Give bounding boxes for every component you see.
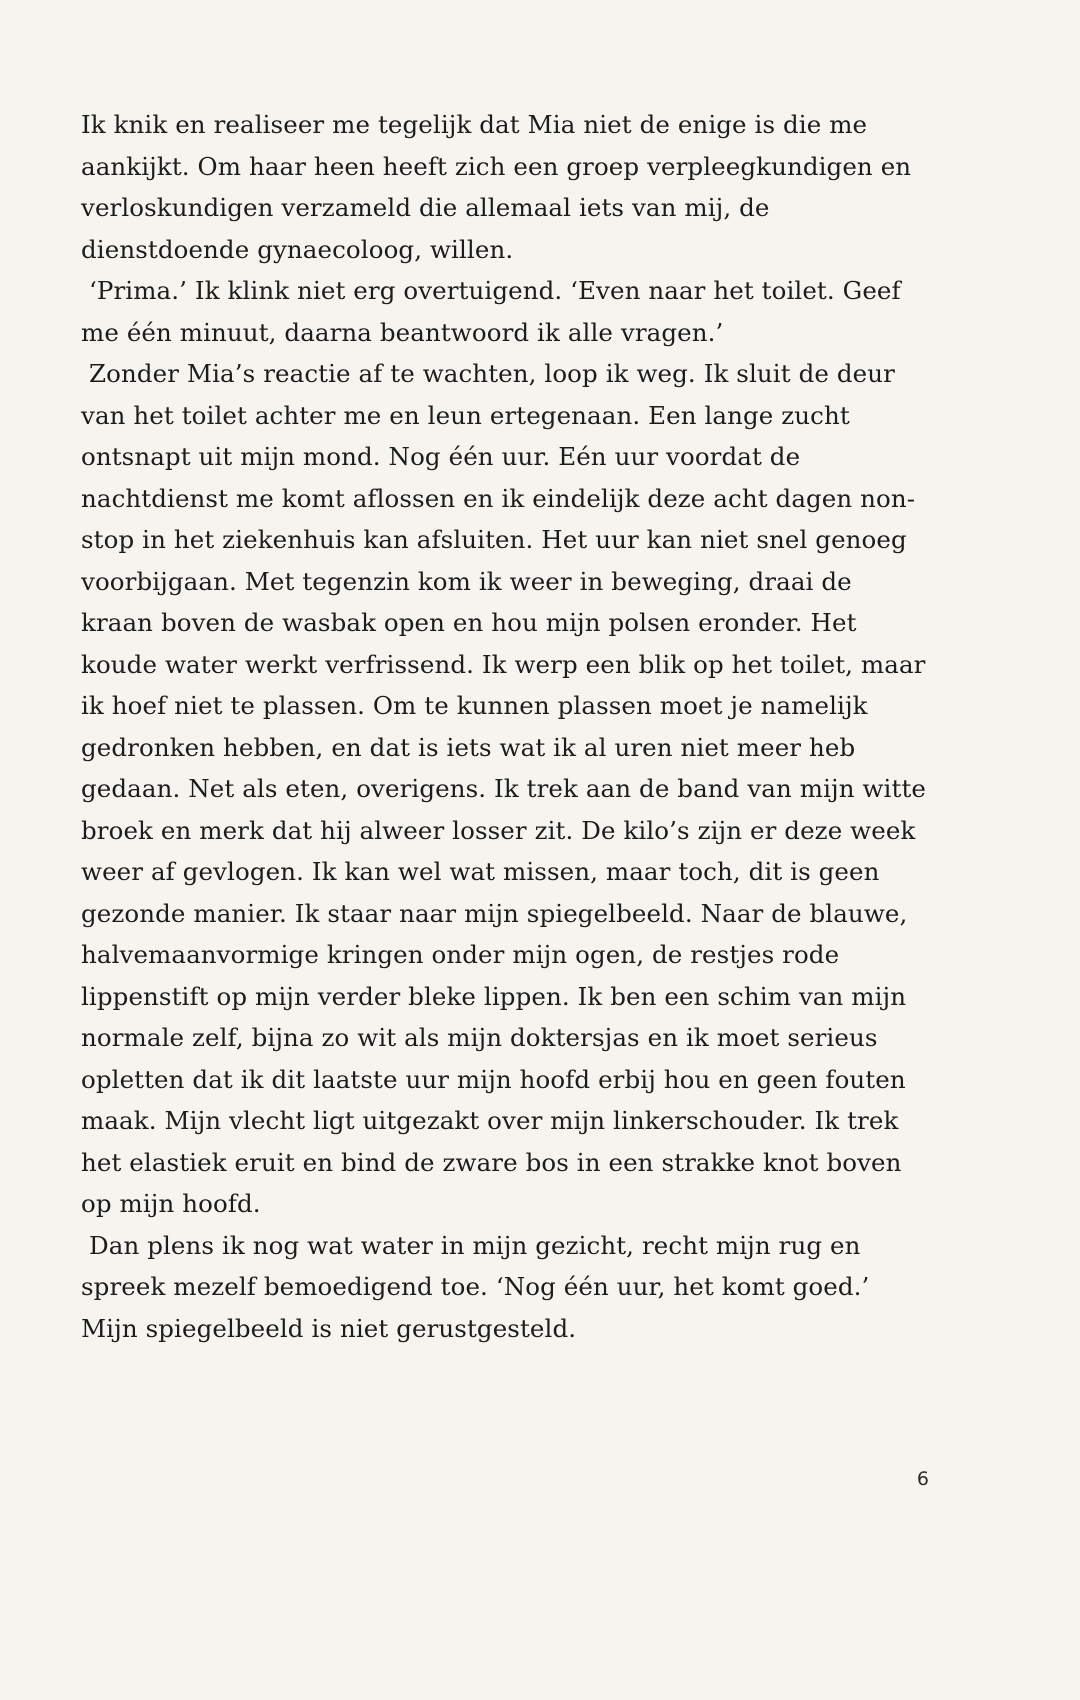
paragraph: Ik knik en realiseer me tegelijk dat Mia niet de enige is die me aankijkt. Om haar heen heeft zich een groep verpleegkundigen en verloskundigen verzameld die allemaal iets van mij, de dienstdoende gynaecoloog, willen. <box>81 110 912 264</box>
paragraph: ‘Prima.’ Ik klink niet erg overtuigend. ‘Even naar het toilet. Geef me één minuut, daarna beantwoord ik alle vragen.’ <box>81 276 901 347</box>
paragraph: Zonder Mia’s reactie af te wachten, loop ik weg. Ik sluit de deur van het toilet achter me en leun ertegenaan. Een lange zucht ontsnapt uit mijn mond. Nog één uur. Eén uur voordat de nachtdienst me komt aflossen en ik eindelijk deze acht dagen non-stop in het ziekenhuis kan afsluiten. Het uur kan niet snel genoeg voorbijgaan. Met tegenzin kom ik weer in beweging, draai de kraan boven de wasbak open en hou mijn polsen eronder. Het koude water werkt verfrissend. Ik werp een blik op het toilet, maar ik hoef niet te plassen. Om te kunnen plassen moet je namelijk gedronken hebben, en dat is iets wat ik al uren niet meer heb gedaan. Net als eten, overigens. Ik trek aan de band van mijn witte broek en merk dat hij alweer losser zit. De kilo’s zijn er deze week weer af gevlogen. Ik kan wel wat missen, maar toch, dit is geen gezonde manier. Ik staar naar mijn spiegelbeeld. Naar de blauwe, halvemaanvormige kringen onder mijn ogen, de restjes rode lippenstift op mijn verder bleke lippen. Ik ben een schim van mijn normale zelf, bijna zo wit als mijn doktersjas en ik moet serieus opletten dat ik dit laatste uur mijn hoofd erbij hou en geen fouten maak. Mijn vlecht ligt uitgezakt over mijn linkerschouder. Ik trek het elastiek eruit en bind de zware bos in een strakke knot boven op mijn hoofd. <box>81 359 926 1218</box>
page-text <box>81 104 929 1349</box>
paragraph: Dan plens ik nog wat water in mijn gezicht, recht mijn rug en spreek mezelf bemoedigend toe. ‘Nog één uur, het komt goed.’ Mijn spiegelbeeld is niet gerustgesteld. <box>81 1230 870 1343</box>
page-number: 6 <box>916 1468 929 1490</box>
